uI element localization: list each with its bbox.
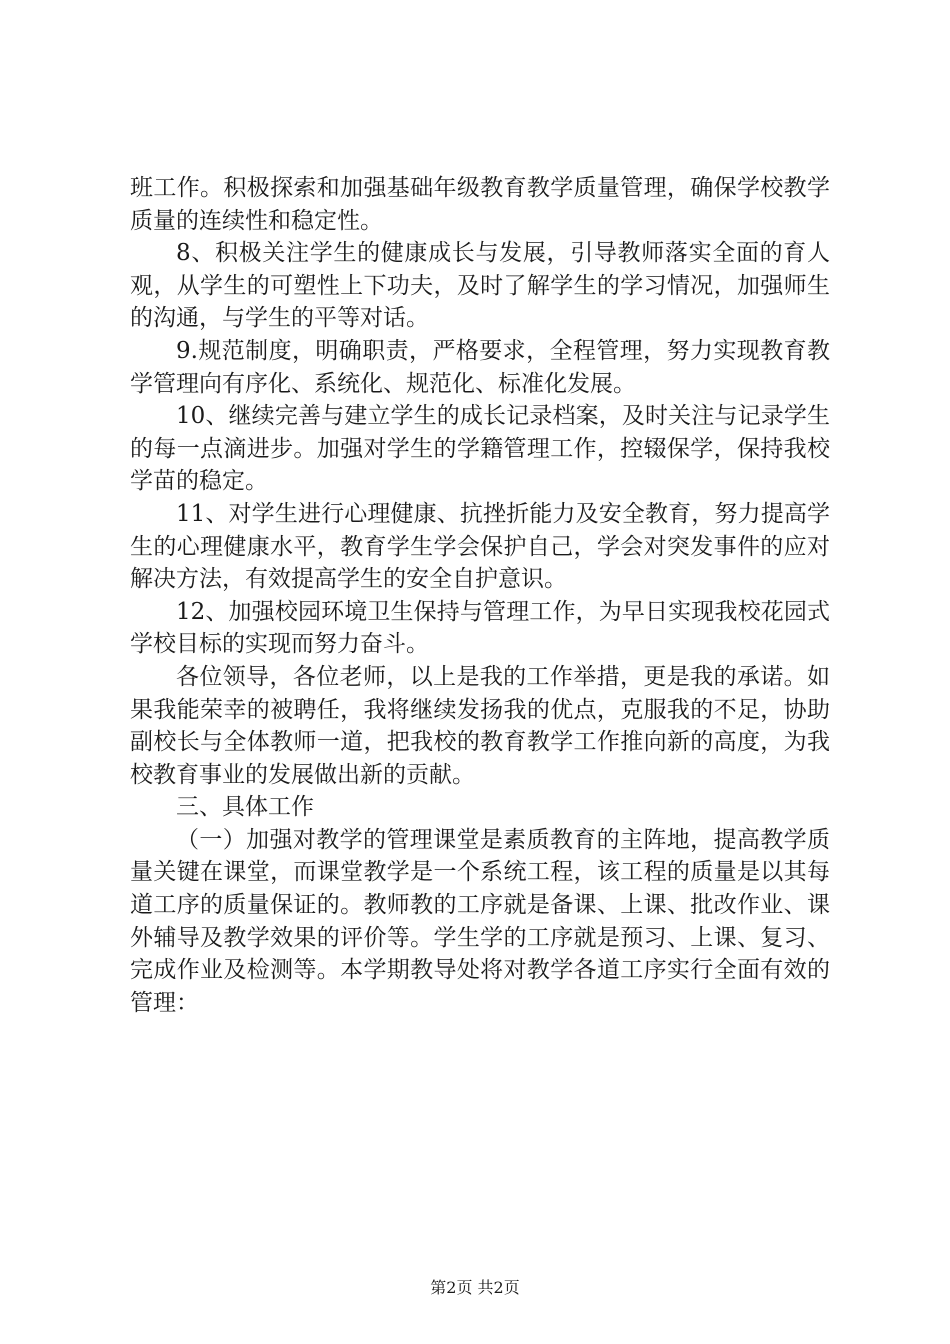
page-footer: 第2页 共2页 [430, 1278, 520, 1297]
paragraph-item-12: 12、加强校园环境卫生保持与管理工作，为早日实现我校花园式学校目标的实现而努力奋斗。 [130, 598, 830, 658]
paragraph-continuation: 班工作。积极探索和加强基础年级教育教学质量管理，确保学校教学质量的连续性和稳定性。 [130, 175, 830, 234]
section-heading: 三、具体工作 [176, 794, 314, 821]
paragraph-section-1: （一）加强对教学的管理课堂是素质教育的主阵地，提高教学质量关键在课堂，而课堂教学是一个系统工程，该工程的质量是以其每道工序的质量保证的。教师教的工序就是备课、上课、批改作业、课外辅导及教学效果的评价等。学生学的工序就是预习、上课、复习、完成作业及检测等。本学期教导处将对教学各道工序实行全面有效的管理： [130, 826, 830, 1016]
paragraph-item-9: 9.规范制度，明确职责，严格要求，全程管理，努力实现教育教学管理向有序化、系统化、规范化、标准化发展。 [130, 337, 830, 397]
document-body [130, 172, 830, 1019]
paragraph-item-8: 8、积极关注学生的健康成长与发展，引导教师落实全面的育人观，从学生的可塑性上下功夫，及时了解学生的学习情况，加强师生的沟通，与学生的平等对话。 [130, 240, 830, 332]
paragraph-item-11: 11、对学生进行心理健康、抗挫折能力及安全教育，努力提高学生的心理健康水平，教育学生学会保护自己，学会对突发事件的应对解决方法，有效提高学生的安全自护意识。 [130, 500, 830, 593]
paragraph-commitment: 各位领导，各位老师，以上是我的工作举措，更是我的承诺。如果我能荣幸的被聘任，我将继续发扬我的优点，克服我的不足，协助副校长与全体教师一道，把我校的教育教学工作推向新的高度，为我校教育事业的发展做出新的贡献。 [130, 663, 830, 788]
paragraph-item-10: 10、继续完善与建立学生的成长记录档案，及时关注与记录学生的每一点滴进步。加强对学生的学籍管理工作，控辍保学，保持我校学苗的稳定。 [130, 403, 830, 495]
